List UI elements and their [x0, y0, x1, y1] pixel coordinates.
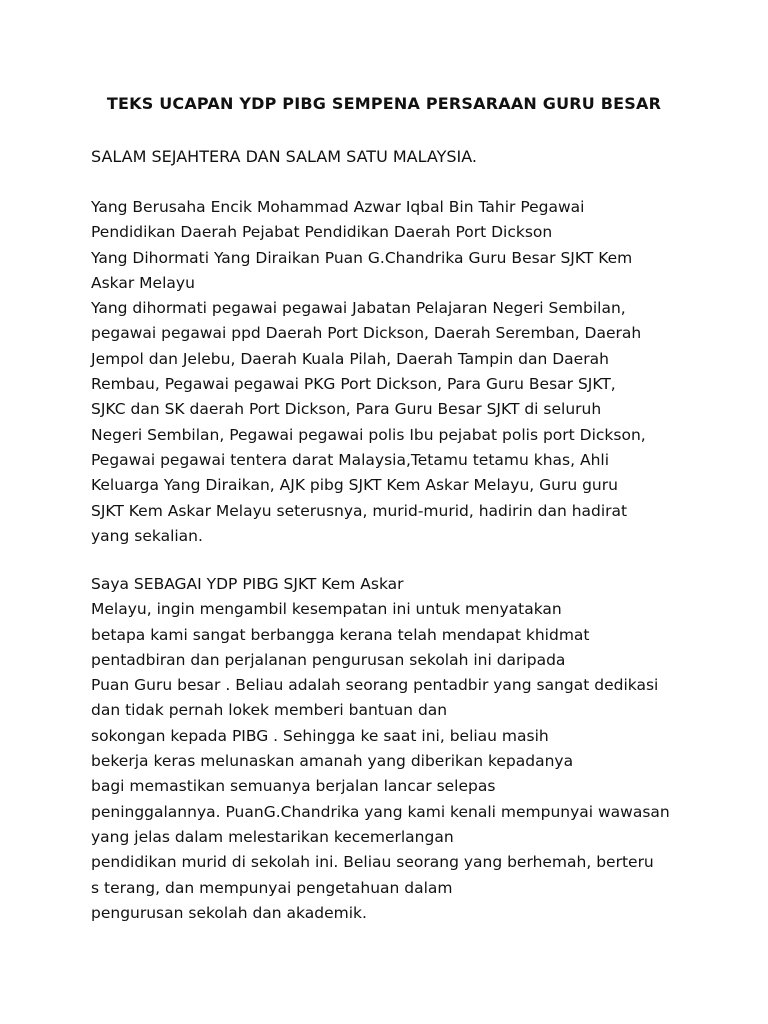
text-line: Saya SEBAGAI YDP PIBG SJKT Kem Askar — [91, 575, 404, 593]
text-line: pendidikan murid di sekolah ini. Beliau seorang yang berhemah, berteru — [91, 853, 654, 872]
text-line: Pegawai pegawai tentera darat Malaysia,Tetamu tetamu khas, Ahli — [91, 450, 610, 469]
greeting-line: SALAM SEJAHTERA DAN SALAM SATU MALAYSIA. — [91, 147, 477, 166]
text-line: pentadbiran dan perjalanan pengurusan sekolah ini daripada — [91, 650, 566, 669]
text-line: Melayu, ingin mengambil kesempatan ini untuk menyatakan — [91, 600, 562, 619]
text-line: yang jelas dalam melestarikan kecemerlangan — [91, 827, 454, 846]
text-line: Rembau, Pegawai pegawai PKG Port Dickson, Para Guru Besar SJKT, — [91, 375, 616, 394]
text-line: Yang Berusaha Encik Mohammad Azwar Iqbal Bin Tahir Pegawai — [91, 198, 585, 216]
document-title: TEKS UCAPAN YDP PIBG SEMPENA PERSARAAN GURU BESAR — [106, 94, 662, 113]
text-line: pegawai pegawai ppd Daerah Port Dickson, Daerah Seremban, Daerah — [91, 324, 642, 343]
text-line: sokongan kepada PIBG . Sehingga ke saat ini, beliau masih — [91, 726, 549, 745]
text-line: Pendidikan Daerah Pejabat Pendidikan Daerah Port Dickson — [91, 223, 553, 242]
text-line: pengurusan sekolah dan akademik. — [91, 903, 367, 922]
text-line: Puan Guru besar . Beliau adalah seorang pentadbir yang sangat dedikasi — [91, 676, 659, 695]
text-line: Yang dihormati pegawai pegawai Jabatan Pelajaran Negeri Sembilan, — [91, 299, 626, 318]
text-line: dan tidak pernah lokek memberi bantuan dan — [91, 701, 448, 720]
text-line: betapa kami sangat berbangga kerana telah mendapat khidmat — [91, 625, 590, 644]
text-line: Negeri Sembilan, Pegawai pegawai polis Ibu pejabat polis port Dickson, — [91, 425, 646, 444]
salutation-paragraph — [91, 195, 646, 549]
text-line: bekerja keras melunaskan amanah yang diberikan kepadanya — [91, 752, 574, 771]
text-line: SJKT Kem Askar Melayu seterusnya, murid-murid, hadirin dan hadirat — [91, 501, 628, 520]
text-line: SJKC dan SK daerah Port Dickson, Para Guru Besar SJKT di seluruh — [91, 400, 602, 419]
text-line: Jempol dan Jelebu, Daerah Kuala Pilah, Daerah Tampin dan Daerah — [91, 349, 609, 368]
text-line: Yang Dihormati Yang Diraikan Puan G.Chandrika Guru Besar SJKT Kem — [91, 248, 633, 267]
text-line: s terang, dan mempunyai pengetahuan dalam — [91, 878, 453, 897]
text-line: Keluarga Yang Diraikan, AJK pibg SJKT Kem Askar Melayu, Guru guru — [91, 476, 618, 495]
text-line: Askar Melayu — [91, 273, 195, 292]
speech-paragraph — [91, 572, 670, 926]
text-line: bagi memastikan semuanya berjalan lancar selepas — [91, 777, 496, 796]
text-line: yang sekalian. — [91, 526, 203, 545]
text-line: peninggalannya. PuanG.Chandrika yang kami kenali mempunyai wawasan — [91, 802, 670, 821]
